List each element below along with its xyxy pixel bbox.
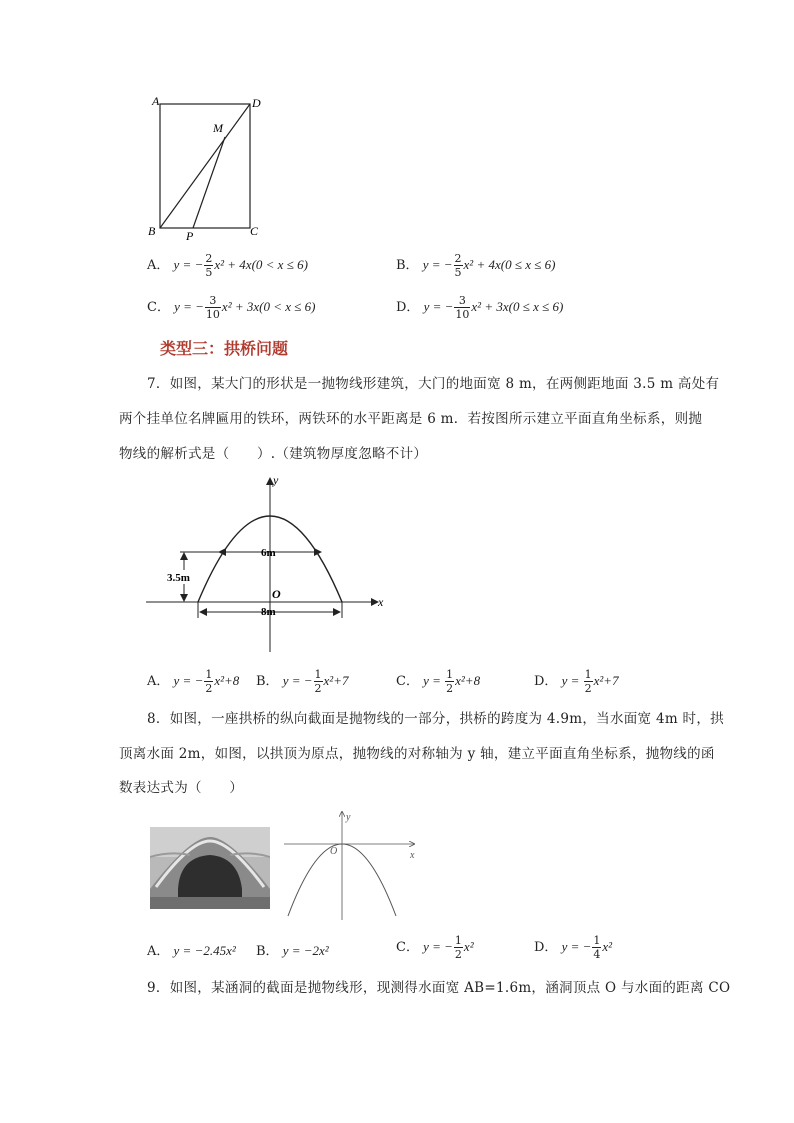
q7-option-a[interactable]: A． y = − $\frac{1}{2}$ x²+8 xyxy=(147,668,240,695)
q8-option-d[interactable]: D． y = − $\frac{1}{4}$ x² xyxy=(534,934,613,961)
fraction: $\frac{3}{10}$ xyxy=(455,294,470,321)
q8-option-b[interactable]: B． y = −2x² xyxy=(256,943,329,959)
label-p: P xyxy=(186,229,194,243)
q7-line-1: 7．如图，某大门的形状是一抛物线形建筑，大门的地面宽 8 m，在两侧距地面 3.5 m 高处有 xyxy=(147,376,720,392)
x-axis-label: x xyxy=(378,595,384,609)
q6-option-c[interactable]: C． y = − $\frac{3}{10}$ x² + 3x(0 < x ≤ 6) xyxy=(147,294,316,321)
q8-line-2: 顶离水面 2m，如图，以拱顶为原点，抛物线的对称轴为 y 轴，建立平面直角坐标系，抛物线的函 xyxy=(119,746,715,762)
bridge-parabola-figure xyxy=(280,810,420,922)
q7-option-b[interactable]: B． y = − $\frac{1}{2}$ x²+7 xyxy=(256,668,349,695)
label-b: B xyxy=(148,224,156,238)
bridge-photo xyxy=(150,827,270,909)
label-c: C xyxy=(250,224,259,238)
q6-option-b[interactable]: B． y = − $\frac{2}{5}$ x² + 4x(0 ≤ x ≤ 6) xyxy=(396,252,556,279)
fraction: $\frac{3}{10}$ xyxy=(205,294,220,321)
gate-parabola-figure xyxy=(140,470,400,660)
q8-option-a[interactable]: A． y = −2.45x² xyxy=(147,943,236,959)
q7-option-d[interactable]: D． y = $\frac{1}{2}$ x²+7 xyxy=(534,668,619,695)
q6-option-a[interactable]: A． y = − $\frac{2}{5}$ x² + 4x(0 < x ≤ 6) xyxy=(147,252,308,279)
section-heading: 类型三：拱桥问题 xyxy=(160,339,289,358)
q9-line-1: 9．如图，某涵洞的截面是抛物线形，现测得水面宽 AB=1.6m，涵洞顶点 O 与水面的距离 CO xyxy=(147,980,731,996)
label-6m: 6m xyxy=(261,547,276,559)
label-m: M xyxy=(213,121,223,135)
q8-line-3: 数表达式为（ ） xyxy=(119,780,244,796)
rectangle-figure xyxy=(140,90,270,245)
segment-pm xyxy=(193,137,225,228)
label-3-5m: 3.5m xyxy=(167,572,190,584)
q8-option-c[interactable]: C． y = − $\frac{1}{2}$ x² xyxy=(396,934,474,961)
q6-option-d[interactable]: D． y = − $\frac{3}{10}$ x² + 3x(0 ≤ x ≤ 6) xyxy=(396,294,564,321)
fraction: $\frac{2}{5}$ xyxy=(205,252,213,279)
label-8m: 8m xyxy=(261,606,276,618)
label-d: D xyxy=(252,96,261,110)
x-axis-label: x xyxy=(410,850,415,861)
q7-line-2: 两个挂单位名牌匾用的铁环，两铁环的水平距离是 6 m．若按图所示建立平面直角坐标系，则抛 xyxy=(119,411,703,427)
q7-option-c[interactable]: C． y = $\frac{1}{2}$ x²+8 xyxy=(396,668,481,695)
q8-line-1: 8．如图，一座拱桥的纵向截面是抛物线的一部分，拱桥的跨度为 4.9m，当水面宽 4m 时，拱 xyxy=(147,711,724,727)
y-axis-label: y xyxy=(346,812,351,823)
y-axis-label: y xyxy=(273,473,279,487)
origin-label: O xyxy=(330,846,338,857)
q7-line-3: 物线的解析式是（ ）.（建筑物厚度忽略不计） xyxy=(119,446,428,462)
fraction: $\frac{2}{5}$ xyxy=(454,252,462,279)
origin-label: O xyxy=(272,587,281,601)
diagonal-bd xyxy=(160,104,250,228)
label-a: A xyxy=(152,94,160,108)
